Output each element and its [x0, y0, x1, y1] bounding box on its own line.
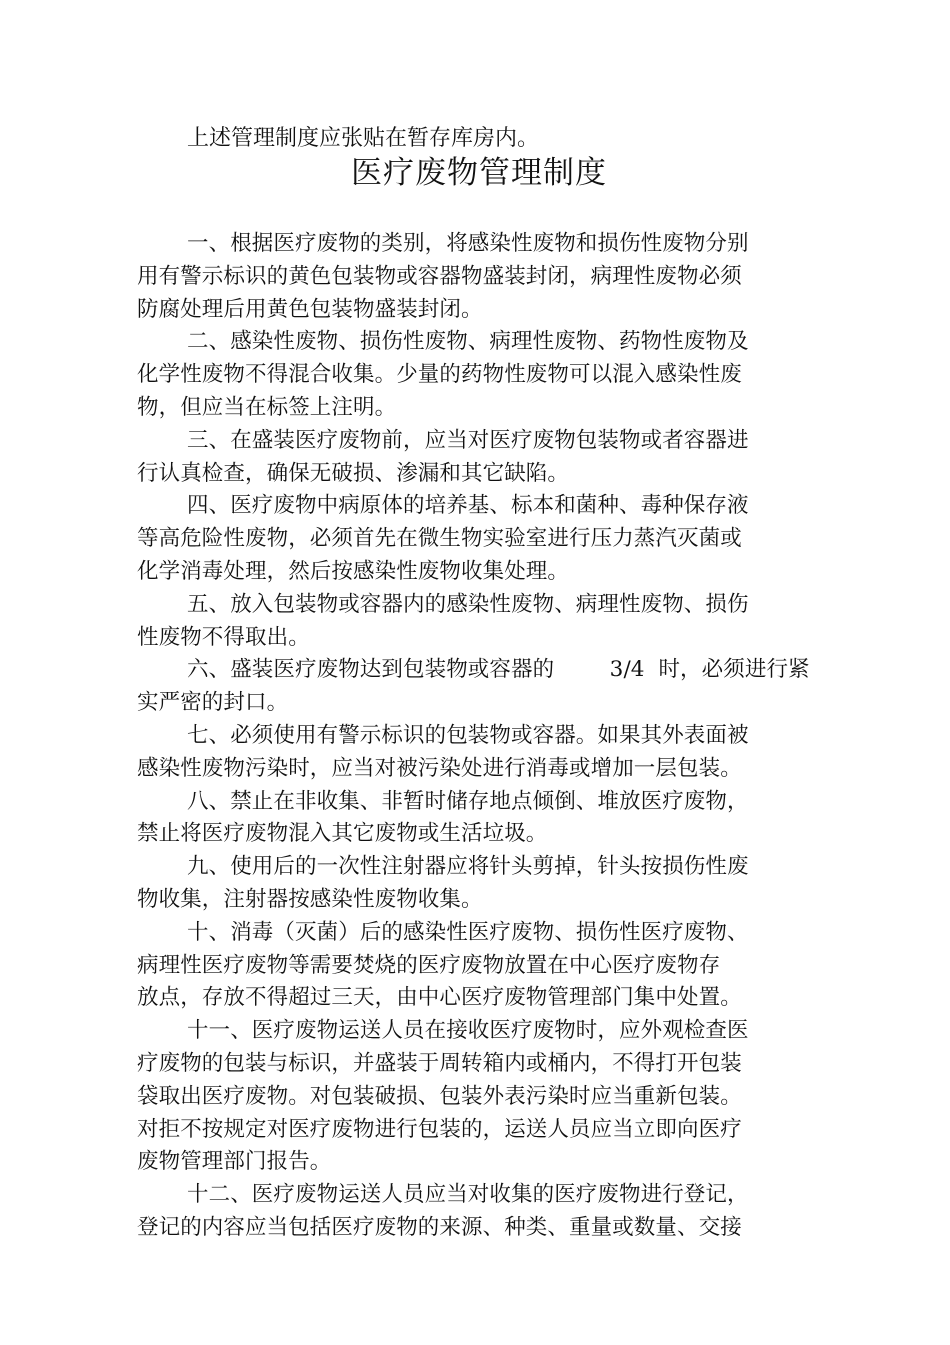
paragraph-first-line: 九、使用后的一次性注射器应将针头剪掉，针头按损伤性废: [187, 854, 749, 880]
paragraph-line: 化学消毒处理，然后按感染性废物收集处理。: [137, 558, 570, 584]
paragraph-line: 物，但应当在标签上注明。: [137, 394, 397, 420]
paragraph-line: 对拒不按规定对医疗废物进行包装的，运送人员应当立即向医疗: [137, 1116, 742, 1142]
paragraph-first-line: 七、必须使用有警示标识的包装物或容器。如果其外表面被: [187, 722, 749, 748]
paragraph-line: 等高危险性废物，必须首先在微生物实验室进行压力蒸汽灭菌或: [137, 526, 742, 552]
paragraph-line: 性废物不得取出。: [137, 624, 310, 650]
lead-line: 上述管理制度应张贴在暂存库房内。: [187, 126, 540, 151]
paragraph-first-line: 八、禁止在非收集、非暂时储存地点倾倒、堆放医疗废物，: [187, 788, 749, 814]
paragraph-line: 感染性废物污染时，应当对被污染处进行消毒或增加一层包装。: [137, 755, 742, 781]
paragraph-line: 行认真检查，确保无破损、渗漏和其它缺陷。: [137, 460, 570, 486]
paragraph-line: 禁止将医疗废物混入其它废物或生活垃圾。: [137, 821, 548, 847]
paragraph-line: 化学性废物不得混合收集。少量的药物性废物可以混入感染性废: [137, 362, 742, 388]
paragraph-line: 放点，存放不得超过三天，由中心医疗废物管理部门集中处置。: [137, 985, 742, 1011]
paragraph-first-line: 十一、医疗废物运送人员在接收医疗废物时，应外观检查医: [187, 1018, 749, 1044]
paragraph-first-line: 二、感染性废物、损伤性废物、病理性废物、药物性废物及: [187, 329, 749, 355]
paragraph-first-line: 十、消毒（灭菌）后的感染性医疗废物、损伤性医疗废物、: [187, 919, 749, 945]
paragraph-line: 疗废物的包装与标识，并盛装于周转箱内或桶内，不得打开包装: [137, 1050, 742, 1076]
paragraph-first-line: 六、盛装医疗废物达到包装物或容器的 3/4 时，必须进行紧: [187, 657, 810, 683]
paragraph-line: 物收集，注射器按感染性废物收集。: [137, 886, 483, 912]
paragraph-first-line: 十二、医疗废物运送人员应当对收集的医疗废物进行登记，: [187, 1182, 749, 1208]
paragraph-first-line: 一、根据医疗废物的类别，将感染性废物和损伤性废物分别: [187, 231, 749, 256]
document-body: [137, 228, 837, 1245]
paragraph-line: 用有警示标识的黄色包装物或容器物盛装封闭，病理性废物必须: [137, 263, 742, 289]
paragraph-first-line: 五、放入包装物或容器内的感染性废物、病理性废物、损伤: [187, 591, 749, 617]
paragraph-first-line: 四、医疗废物中病原体的培养基、标本和菌种、毒种保存液: [187, 493, 749, 519]
paragraph-line: 防腐处理后用黄色包装物盛装封闭。: [137, 296, 483, 322]
paragraph-line: 实严密的封口。: [137, 690, 289, 716]
document-title: 医疗废物管理制度: [351, 155, 607, 191]
paragraph-first-line: 三、在盛装医疗废物前，应当对医疗废物包装物或者容器进: [187, 427, 749, 453]
paragraph-line: 登记的内容应当包括医疗废物的来源、种类、重量或数量、交接: [137, 1214, 742, 1240]
paragraph-line: 废物管理部门报告。: [137, 1149, 332, 1175]
paragraph-line: 袋取出医疗废物。对包装破损、包装外表污染时应当重新包装。: [137, 1083, 742, 1109]
paragraph-line: 病理性医疗废物等需要焚烧的医疗废物放置在中心医疗废物存: [137, 952, 721, 978]
